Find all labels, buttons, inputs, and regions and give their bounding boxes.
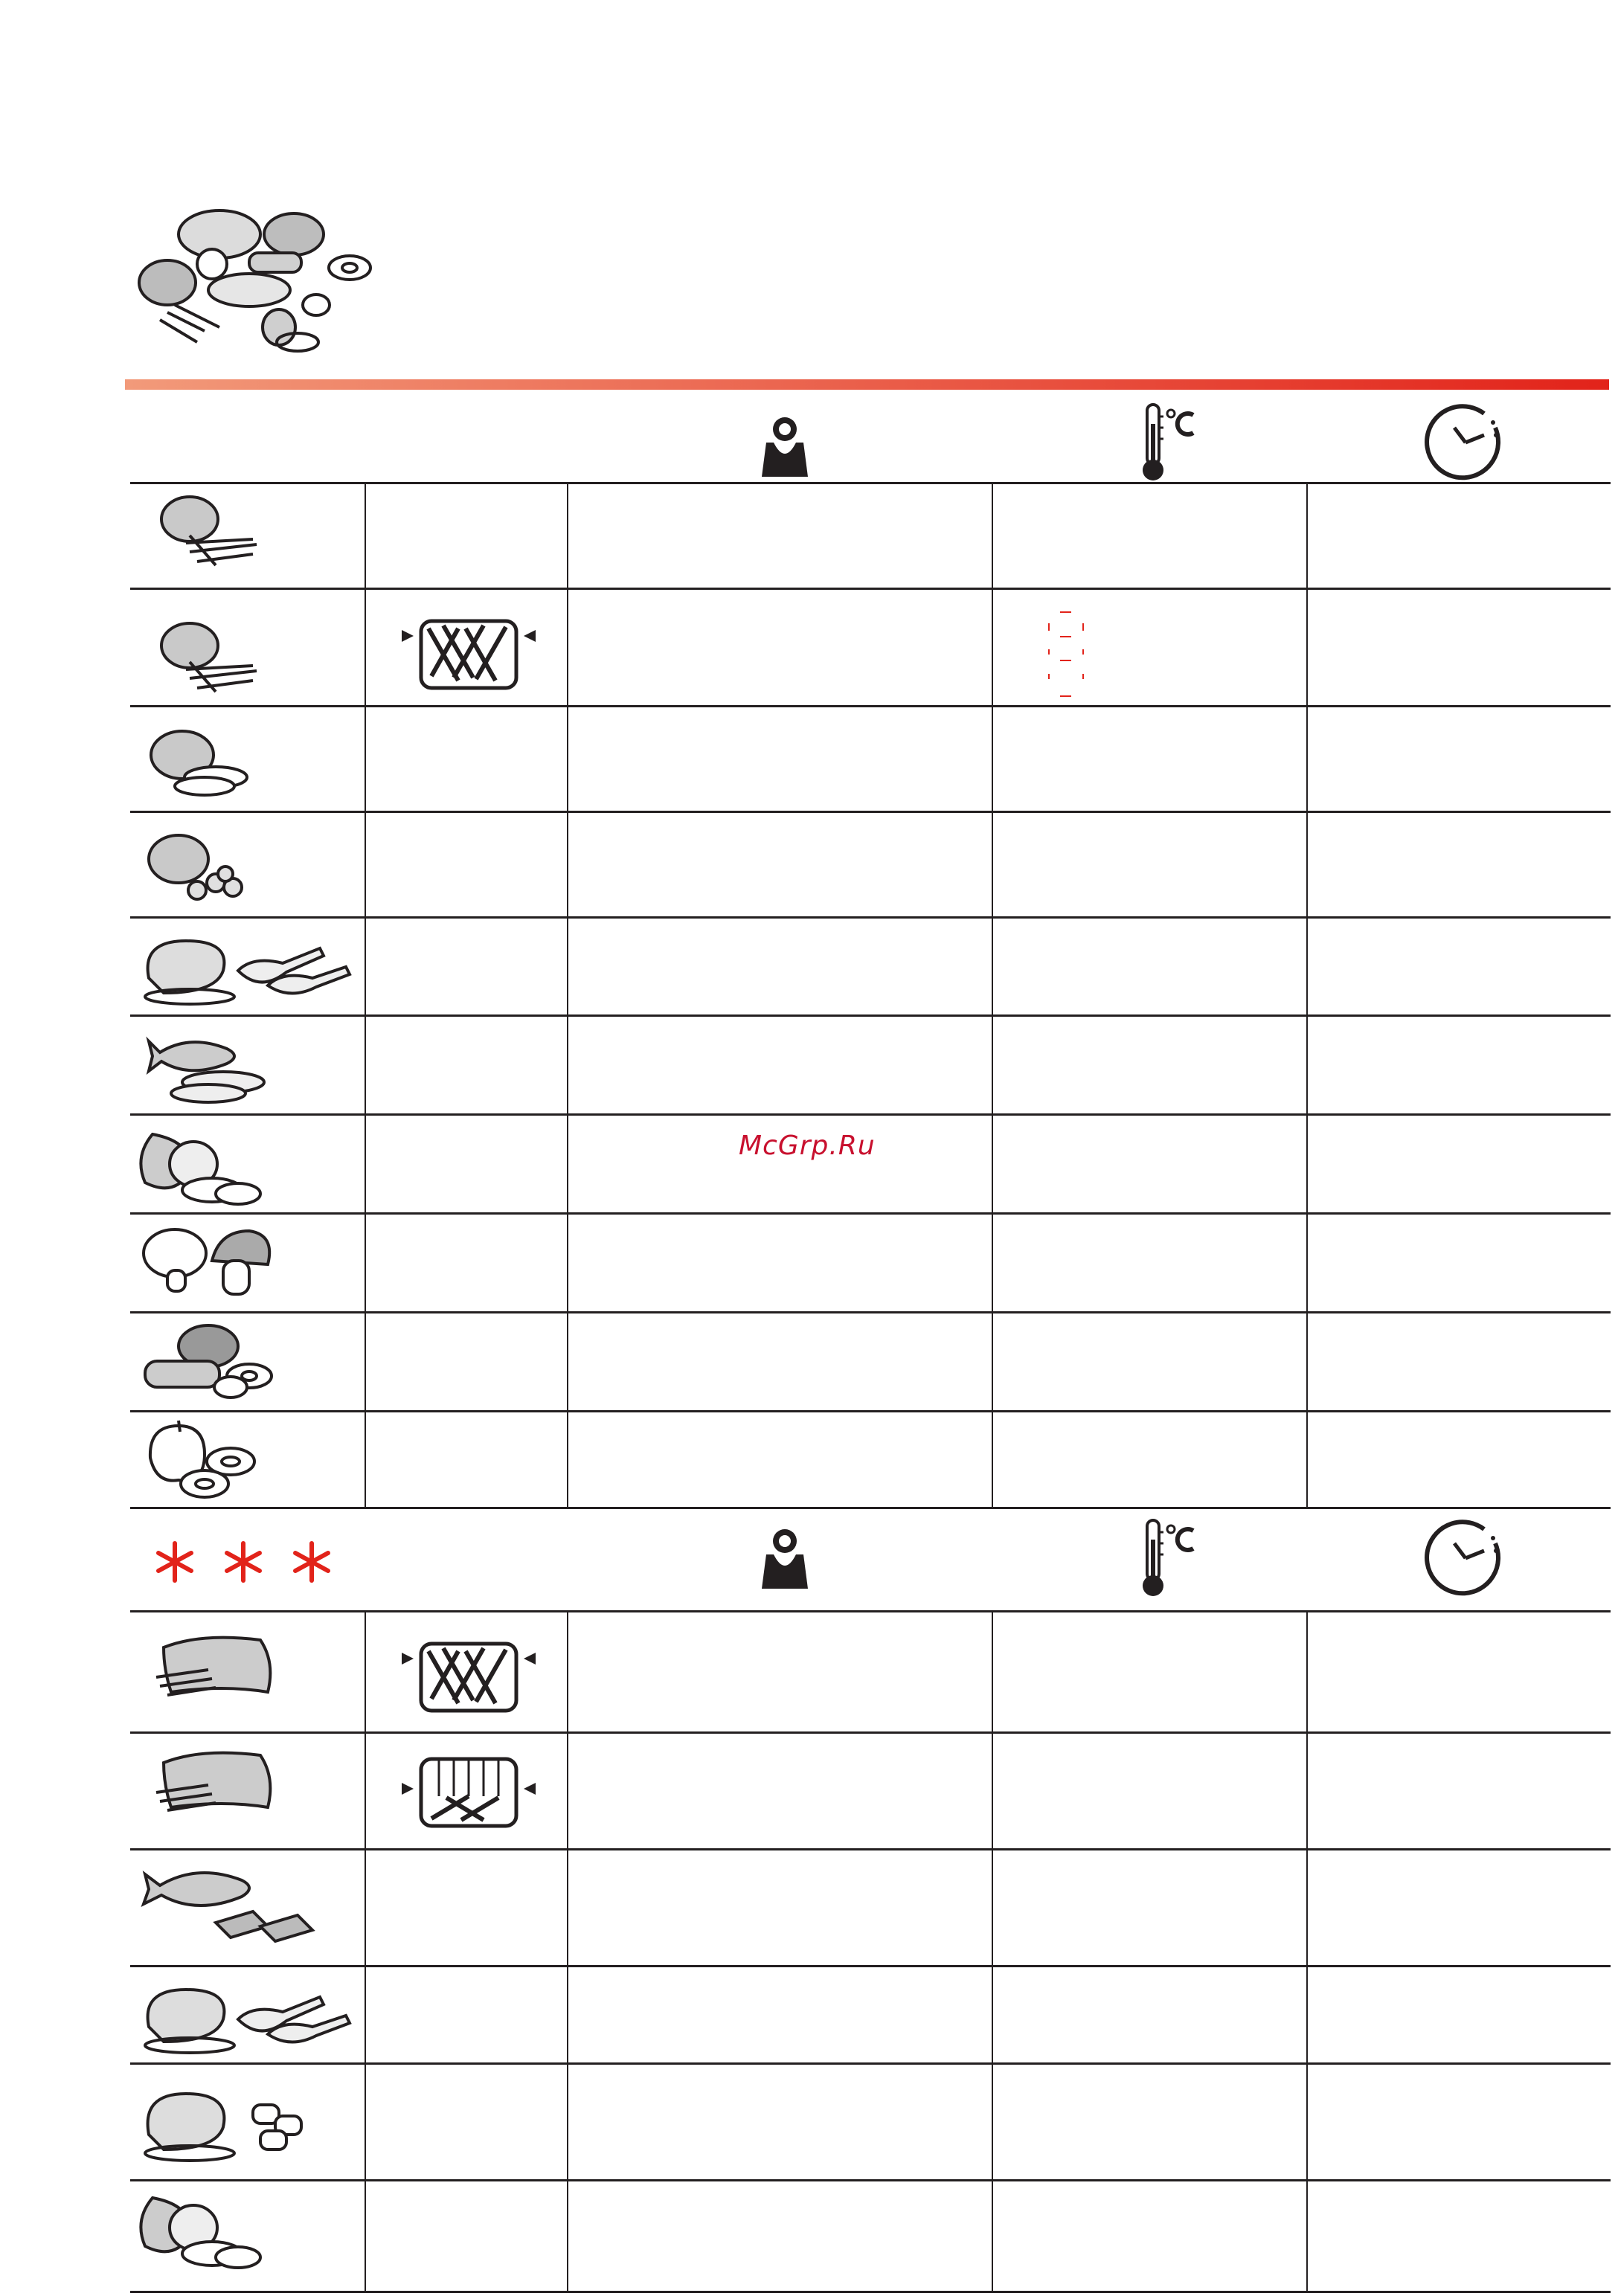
basket-half-icon — [402, 1752, 536, 1833]
table-rule — [130, 1113, 1611, 1116]
table-rule — [130, 1848, 1611, 1850]
table-column-rule — [992, 483, 993, 1507]
potato-balls-icon — [145, 829, 257, 904]
basket-fill-icon — [402, 614, 536, 695]
watermark-text: McGrp.Ru — [739, 1131, 876, 1161]
table-column-rule — [567, 1612, 568, 2291]
weight-icon — [759, 413, 811, 480]
weight-icon — [759, 1525, 811, 1592]
table-rule — [130, 1507, 1611, 1509]
table-column-rule — [567, 483, 568, 1507]
thermometer-celsius-icon — [1138, 1517, 1198, 1599]
basket-fill-icon — [402, 1636, 536, 1718]
table-column-rule — [365, 1612, 366, 2291]
table-rule — [130, 588, 1611, 590]
potato-slices-icon — [145, 725, 257, 800]
table-rule — [130, 482, 1611, 484]
frozen-fries-bag-icon — [149, 1625, 283, 1707]
potato-fries-icon — [156, 617, 268, 699]
table-column-rule — [1306, 483, 1308, 1507]
table-rule — [130, 1731, 1611, 1734]
table-rule — [130, 811, 1611, 813]
onion-rings-icon — [130, 1119, 264, 1209]
thermometer-celsius-icon — [1138, 402, 1198, 483]
potato-fries-icon — [156, 491, 268, 573]
clock-icon — [1425, 1517, 1506, 1599]
table-rule — [130, 1965, 1611, 1967]
fish-fillet-icon — [145, 1023, 279, 1104]
three-star-frozen-icon — [149, 1536, 342, 1588]
table-rule — [130, 1610, 1611, 1612]
table-rule — [130, 2179, 1611, 2181]
table-rule — [130, 2062, 1611, 2065]
fish-sticks-icon — [138, 1852, 331, 1949]
food-collage-illustration — [138, 201, 376, 357]
table-rule — [130, 1212, 1611, 1215]
frozen-fries-bag-icon — [149, 1740, 283, 1822]
chicken-drumsticks-icon — [134, 1975, 357, 2057]
table-rule — [130, 1410, 1611, 1412]
table-rule — [130, 1014, 1611, 1017]
eggplant-zucchini-icon — [134, 1316, 283, 1406]
table-column-rule — [992, 1612, 993, 2291]
table-column-rule — [1306, 1612, 1308, 2291]
chicken-nuggets-icon — [134, 2075, 327, 2172]
table-rule — [130, 916, 1611, 919]
clock-icon — [1425, 402, 1506, 483]
chicken-drumsticks-icon — [134, 926, 357, 1008]
accent-divider — [125, 379, 1609, 390]
table-column-rule — [365, 483, 366, 1507]
table-rule — [130, 2291, 1611, 2293]
apple-rings-icon — [141, 1417, 275, 1502]
red-tick-marks — [1041, 608, 1094, 701]
table-rule — [130, 1311, 1611, 1313]
mushrooms-icon — [138, 1220, 279, 1302]
table-rule — [130, 705, 1611, 707]
onion-rings-icon — [130, 2183, 264, 2272]
